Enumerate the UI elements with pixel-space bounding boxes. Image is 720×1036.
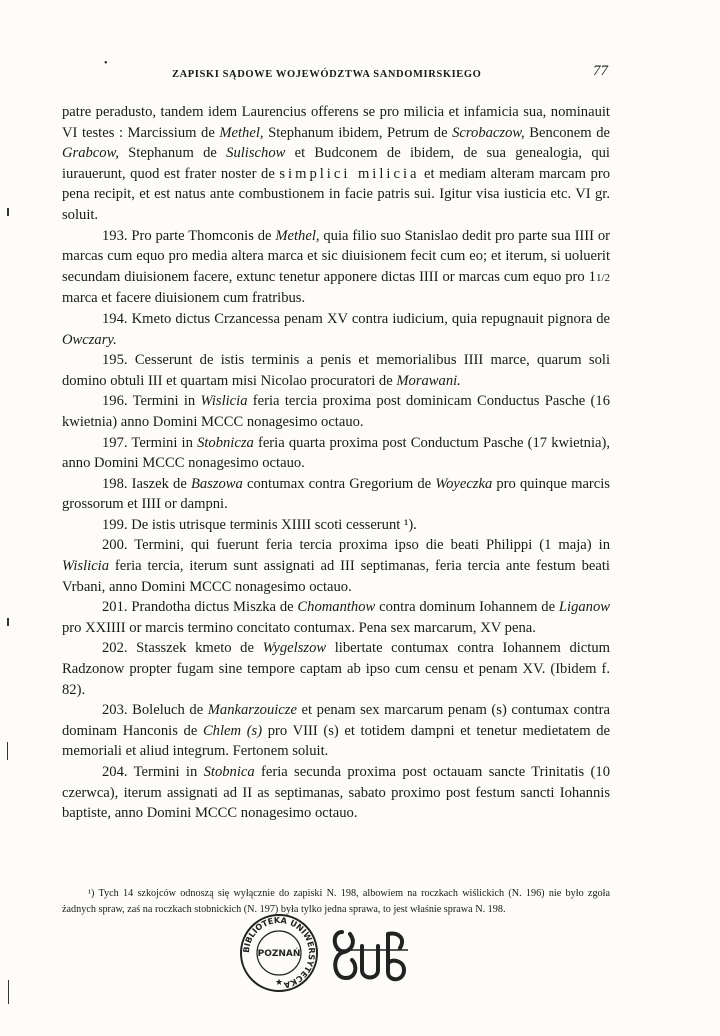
- entry-200: [62, 535, 610, 597]
- text-run: pro XXIIII or marcis termino concitato contumax. Pena sex marcarum, XV pena.: [62, 619, 536, 636]
- place-name: Morawani.: [396, 372, 461, 389]
- stamp-star-icon: ★: [274, 977, 284, 987]
- text-run: 200. Termini, qui fuerunt feria tercia proxima ipso die beati Philippi (1 maja) in: [102, 537, 610, 554]
- text-run: Stephanum ibidem, Petrum de: [263, 124, 453, 141]
- decorative-dot: •: [104, 58, 108, 69]
- scan-mark: [7, 618, 9, 626]
- main-text: [62, 102, 610, 824]
- text-run: feria secunda proxima post octauam sancte Trinitatis (10 czerwca), iterum assignati ad II as septimanas, sabato proximo post festum sancti Iohannis baptiste, anno Domini MCCC nonagesimo octauo.: [62, 764, 611, 822]
- text-run: pro quinque marcis grossorum et IIII or dampni.: [62, 475, 610, 513]
- text-run: 201. Prandotha dictus Miszka de: [102, 599, 298, 616]
- scan-mark: [8, 980, 9, 1004]
- place-name: Stobnica: [203, 764, 255, 780]
- place-name: Mankarzouicze: [207, 702, 297, 719]
- text-run: simplici milicia: [279, 165, 420, 182]
- place-name: Wygelszow: [262, 640, 327, 657]
- place-name: Wislicia: [200, 393, 248, 410]
- page-header: [60, 63, 608, 83]
- text-run: 199. De istis utrisque terminis XIIII scoti cesserunt ¹).: [102, 516, 417, 533]
- text-run: quia filio suo Stanislao dedit pro parte sua IIII or marcas cum equo pro media altera marca et sic diuisionem fecit cum eo; et iterum, si uoluerit secundam diuisionem facere, extunc tenetur apponere dictas IIII or marcas cum equo pro 1: [62, 227, 610, 285]
- library-stamp: [238, 912, 320, 994]
- text-run: feria tercia proxima post dominicam Conductus Pasche (16 kwietnia) anno Domini MCCC nonagesimo octauo.: [62, 393, 610, 430]
- text-run: contra dominum Iohannem de: [375, 599, 559, 616]
- paragraph-continuation: [62, 102, 610, 226]
- entry-195: [62, 350, 610, 391]
- footnote-text: ¹) Tych 14 szkojców odnoszą się wyłącznie do zapiski N. 198, albowiem na roczkach wiślickich (N. 196) nie było zgoła żadnych spraw, zaś na roczkach stobnickich (N. 197) była tylko jedna sprawa, to jest właśnie sprawa N. 198.: [62, 888, 610, 915]
- place-name: Owczary.: [62, 331, 117, 348]
- entry-197: [62, 433, 610, 474]
- text-run: et mediam alteram marcam pro pena recipit, et est natus ante combustionem in facie patris sui. Igitur visa iusticia etc. VI gr. soluit.: [62, 165, 610, 223]
- entry-201: [62, 597, 610, 638]
- place-name: Scrobaczow,: [452, 124, 525, 141]
- place-name: Woyeczka: [435, 475, 493, 492]
- place-name: Liganow: [558, 599, 610, 616]
- scan-mark: [7, 208, 9, 216]
- place-name: Methel,: [275, 227, 320, 244]
- place-name: Wislicia: [62, 558, 110, 575]
- text-run: contumax contra Gregorium de: [242, 475, 436, 492]
- place-name: Chlem (s): [202, 722, 263, 739]
- entry-193: [62, 226, 610, 309]
- place-name: Sulischow: [226, 145, 286, 162]
- text-run: feria tercia, iterum sunt assignati ad III septimanas, feria tercia ante festum beati Vrbani, anno Domini MCCC nonagesimo octauo.: [62, 558, 610, 595]
- place-name: Stobnicza: [197, 434, 254, 451]
- stamp-ring-text: BIBLIOTEKA UNIWERSYTECKA: [240, 914, 318, 991]
- text-run: libertate contumax contra Iohannem dictum Radzonow propter fugam sine tempore captam ab ipso cum censu et penam XV. (Ibidem f. 82).: [62, 640, 610, 698]
- text-run: feria quarta proxima post Conductum Pasche (17 kwietnia), anno Domini MCCC nonagesimo octauo.: [62, 434, 610, 472]
- library-monogram-icon: [328, 920, 414, 992]
- entry-203: [62, 700, 610, 762]
- text-run: et penam sex marcarum penam (s) contumax contra dominam Hanconis de: [62, 702, 610, 739]
- text-run: pro VIII (s) et totidem dampni et tenetur medietatem de memoriali et aliud integrum. Fertonem soluit.: [62, 722, 611, 760]
- entry-204: [62, 762, 610, 824]
- text-run: 196. Termini in: [102, 393, 201, 410]
- text-run: 203. Boleluch de: [102, 702, 208, 719]
- text-run: marca et facere diuisionem cum fratribus.: [62, 290, 306, 307]
- text-run: 193. Pro parte Thomconis de: [102, 227, 276, 244]
- text-run: 194. Kmeto dictus Crzancessa penam XV contra iudicium, quia repugnauit pignora de: [102, 310, 610, 327]
- text-run: Benconem de: [524, 124, 610, 141]
- place-name: Baszowa: [190, 475, 243, 492]
- running-title: ZAPISKI SĄDOWE WOJEWÓDZTWA SANDOMIRSKIEGO: [172, 69, 482, 80]
- entry-196: [62, 391, 610, 432]
- text-run: 195. Cesserunt de istis terminis a penis et memorialibus IIII marce, quarum soli domino obtuli III et quartam misi Nicolao procuratori de: [62, 352, 610, 389]
- place-name: Methel,: [219, 124, 264, 141]
- text-run: et Budconem de ibidem, de sua genealogia, qui iurauerunt, quod est frater noster de: [62, 145, 610, 182]
- text-run: patre peradusto, tandem idem Laurencius offerens se pro milicia et infamicia sua, nominauit VI testes : Marcissium de: [62, 104, 610, 141]
- place-name: Chomanthow: [297, 599, 376, 616]
- text-run: 198. Iaszek de: [102, 475, 191, 492]
- text-run: 1/2: [595, 271, 610, 284]
- entry-202: [62, 638, 610, 700]
- entry-198: [62, 474, 610, 515]
- text-run: 202. Stasszek kmeto de: [102, 640, 263, 657]
- page-number: 77: [593, 63, 608, 79]
- text-run: 197. Termini in: [102, 434, 198, 451]
- text-run: Stephanum de: [118, 145, 227, 162]
- scan-mark: [7, 742, 8, 760]
- entry-194: [62, 309, 610, 350]
- text-run: 204. Termini in: [102, 764, 204, 780]
- stamp-center-text: POZNAŃ: [257, 949, 301, 959]
- entry-199: [62, 515, 610, 536]
- place-name: Grabcow,: [62, 145, 119, 162]
- footnote: [62, 886, 610, 918]
